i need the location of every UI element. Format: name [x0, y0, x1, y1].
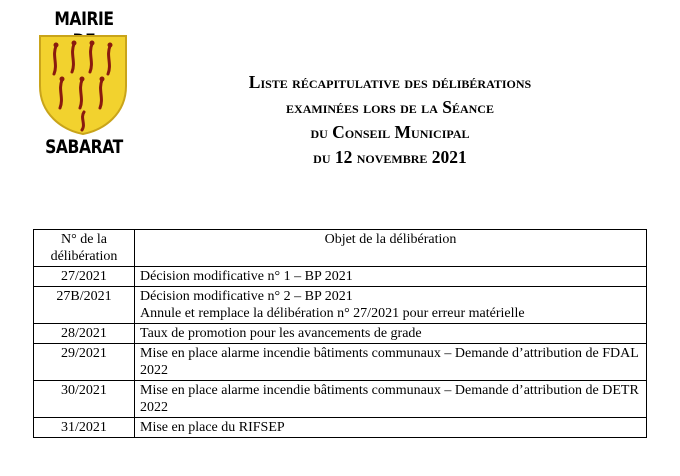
row-object [135, 344, 647, 381]
document-title [170, 70, 610, 170]
row-object [135, 267, 647, 287]
header-object: Objet de la délibération [135, 230, 647, 267]
row-object-line: Taux de promotion pour les avancements de grade [140, 326, 422, 341]
row-number: 28/2021 [34, 324, 135, 344]
table-row [34, 381, 647, 418]
title-line-3: du Conseil Municipal [310, 122, 470, 142]
row-object-line: Décision modificative n° 1 – BP 2021 [140, 269, 353, 284]
row-object-line: Mise en place du RIFSEP [140, 420, 285, 435]
title-line-2: examinées lors de la Séance [286, 97, 494, 117]
row-object-line: Annule et remplace la délibération n° 27/2021 pour erreur matérielle [140, 306, 525, 321]
row-object-line: Mise en place alarme incendie bâtiments communaux – Demande d’attribution de FDAL 2022 [140, 346, 639, 378]
row-number: 27/2021 [34, 267, 135, 287]
logo-bottom-text: SABARAT [45, 136, 123, 158]
header-number: N° de la délibération [34, 230, 135, 267]
shield-icon [38, 34, 128, 136]
table-row [34, 287, 647, 324]
deliberations-table [33, 229, 647, 438]
row-number: 30/2021 [34, 381, 135, 418]
row-number: 31/2021 [34, 418, 135, 438]
row-number: 27B/2021 [34, 287, 135, 324]
table-header-row [34, 230, 647, 267]
row-object-line: Mise en place alarme incendie bâtiments communaux – Demande d’attribution de DETR 2022 [140, 383, 639, 415]
table-row [34, 418, 647, 438]
mairie-logo [34, 8, 134, 160]
row-object-line: Décision modificative n° 2 – BP 2021 [140, 289, 353, 304]
row-object [135, 418, 647, 438]
title-line-1: Liste récapitulative des délibérations [248, 72, 532, 92]
title-line-4: du 12 novembre 2021 [313, 147, 467, 167]
table-row [34, 324, 647, 344]
table-row [34, 344, 647, 381]
logo-top-text: MAIRIE [54, 8, 114, 30]
row-object [135, 324, 647, 344]
row-object [135, 381, 647, 418]
row-number: 29/2021 [34, 344, 135, 381]
table-row [34, 267, 647, 287]
row-object [135, 287, 647, 324]
